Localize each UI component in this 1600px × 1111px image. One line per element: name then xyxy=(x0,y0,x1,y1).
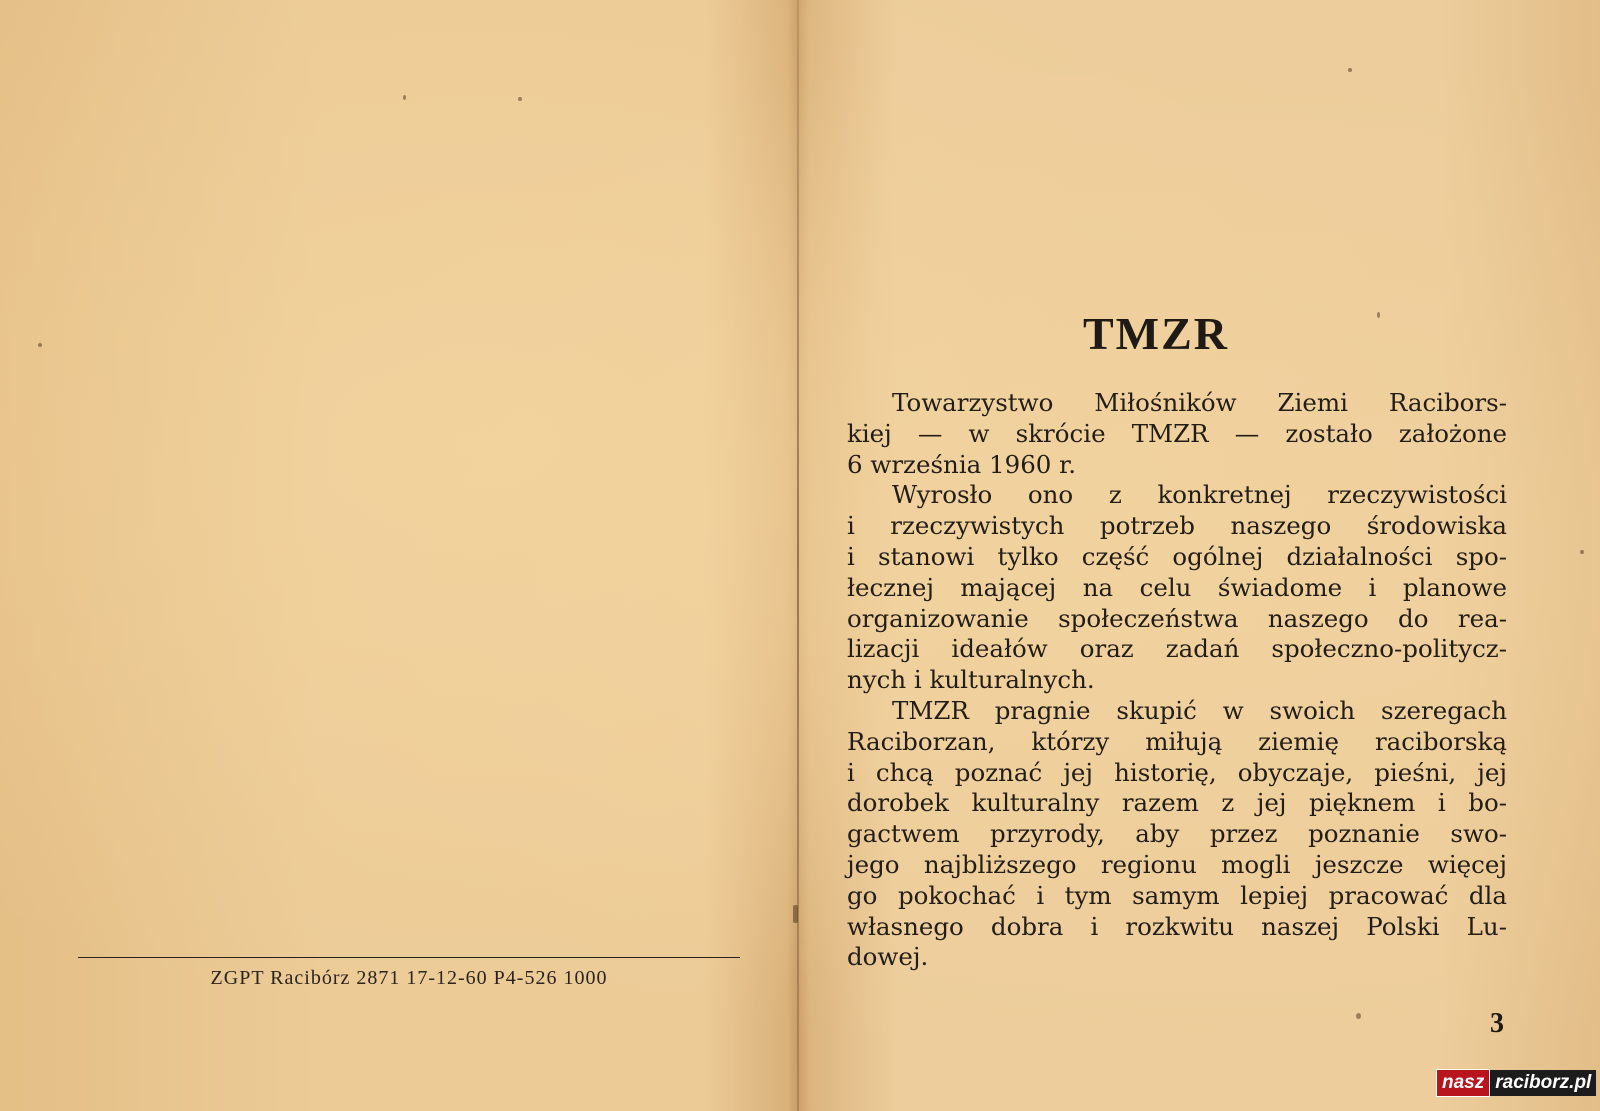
site-watermark xyxy=(1436,1069,1596,1097)
paper-speck xyxy=(1356,1013,1361,1019)
paper-speck xyxy=(1377,312,1380,318)
paper-speck xyxy=(518,97,522,101)
paper-speck xyxy=(1580,550,1584,554)
text-line: TMZR pragnie skupić w swoich szeregach xyxy=(892,695,1507,725)
left-page xyxy=(0,0,797,1111)
paper-speck xyxy=(1348,68,1352,72)
paper-speck xyxy=(793,905,798,923)
page-number: 3 xyxy=(1490,1008,1504,1039)
text-line: dowej. xyxy=(847,942,929,972)
body-text xyxy=(847,388,1507,973)
text-line: 6 września 1960 r. xyxy=(847,449,1076,479)
imprint-rule xyxy=(78,957,740,958)
text-line: organizowanie społeczeństwa naszego do rea- xyxy=(847,603,1507,633)
watermark-part-1: nasz xyxy=(1436,1069,1490,1097)
text-line: lizacji ideałów oraz zadań społeczno-politycz- xyxy=(847,634,1507,664)
text-line: łecznej mającej na celu świadome i planowe xyxy=(847,572,1507,602)
paper-speck xyxy=(38,343,42,347)
printer-imprint: ZGPT Racibórz 2871 17-12-60 P4-526 1000 xyxy=(210,967,608,989)
text-line: jego najbliższego regionu mogli jeszcze więcej xyxy=(847,849,1507,879)
text-line: własnego dobra i rozkwitu naszej Polski Lu- xyxy=(847,911,1507,941)
text-line: i chcą poznać jej historię, obyczaje, pieśni, jej xyxy=(847,757,1507,787)
watermark-part-2: raciborz.pl xyxy=(1490,1070,1596,1096)
text-line: Towarzystwo Miłośników Ziemi Racibors- xyxy=(892,388,1507,417)
text-line: go pokochać i tym samym lepiej pracować dla xyxy=(847,880,1507,910)
text-line: i rzeczywistych potrzeb naszego środowiska xyxy=(847,511,1507,541)
text-line: gactwem przyrody, aby przez poznanie swo- xyxy=(847,819,1507,849)
paper-speck xyxy=(403,95,406,100)
text-line: kiej — w skrócie TMZR — zostało założone xyxy=(847,418,1507,448)
text-line: i stanowi tylko część ogólnej działalności spo- xyxy=(847,541,1507,571)
text-line: Raciborzan, którzy miłują ziemię raciborską xyxy=(847,726,1507,756)
text-line: Wyrosło ono z konkretnej rzeczywistości xyxy=(892,480,1507,510)
page-title: TMZR xyxy=(1083,308,1229,359)
text-line: nych i kulturalnych. xyxy=(847,665,1095,695)
text-line: dorobek kulturalny razem z jej pięknem i bo- xyxy=(847,788,1507,818)
